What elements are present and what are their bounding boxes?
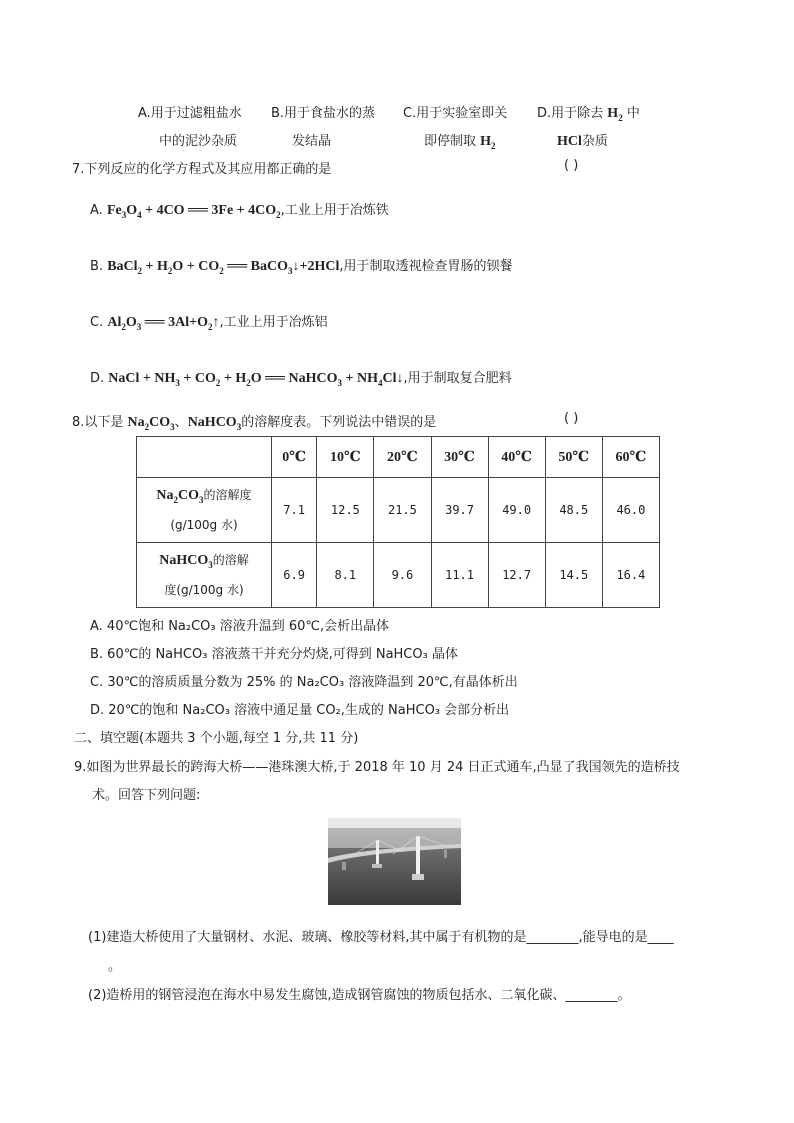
q9-sub1-line1: (1)建造大桥使用了大量钢材、水泥、玻璃、橡胶等材料,其中属于有机物的是________,能导电的是____ — [88, 930, 674, 945]
table-header-cell: 10℃ — [317, 437, 374, 478]
table-cell: 12.7 — [488, 543, 545, 608]
q6-option-a-line1: A.用于过滤粗盐水 — [138, 106, 242, 121]
q8-stem: 8.以下是 $Na_2CO_3$、NaHCO$_3$的溶解度表。下列说法中错误的是 — [72, 415, 437, 432]
table-corner — [137, 437, 272, 478]
q6-option-c-line2: 即停制取 $H_2$ — [424, 134, 496, 151]
q7-stem: 7.下列反应的化学方程式及其应用都正确的是 — [72, 162, 332, 177]
solubility-table — [136, 436, 660, 608]
table-header-cell: 50℃ — [545, 437, 602, 478]
q8-option-a: A. 40℃饱和 Na₂CO₃ 溶液升温到 60℃,会析出晶体 — [90, 619, 390, 634]
table-cell: 16.4 — [602, 543, 659, 608]
q6-option-d-line2: HCl杂质 — [557, 134, 608, 149]
table-header-cell: 60℃ — [602, 437, 659, 478]
q8-option-d: D. 20℃的饱和 Na₂CO₃ 溶液中通足量 CO₂,生成的 NaHCO₃ 会部分析出 — [90, 703, 510, 718]
table-header-cell: 40℃ — [488, 437, 545, 478]
bridge-photo-image — [328, 818, 461, 905]
table-header-cell: 20℃ — [374, 437, 431, 478]
q6-option-b-line1: B.用于食盐水的蒸 — [271, 106, 376, 121]
q7-option-b: B. BaCl$_2$ + $H_2O + CO_2$ ══ BaCO$_3$↓+2HCl,用于制取透视检查胃肠的钡餐 — [90, 259, 513, 276]
table-row — [137, 478, 660, 543]
table-cell: 6.9 — [272, 543, 317, 608]
q8-option-b: B. 60℃的 NaHCO₃ 溶液蒸干并充分灼烧,可得到 NaHCO₃ 晶体 — [90, 647, 458, 662]
q9-stem-line2: 术。回答下列问题: — [92, 788, 201, 803]
q9-sub2: (2)造桥用的钢管浸泡在海水中易发生腐蚀,造成钢管腐蚀的物质包括水、二氧化碳、________。 — [88, 988, 631, 1003]
table-cell: 9.6 — [374, 543, 431, 608]
table-cell: 11.1 — [431, 543, 488, 608]
q6-option-d-line1: D.用于除去 $H_2$ 中 — [537, 106, 640, 123]
q8-option-c: C. 30℃的溶质质量分数为 25% 的 Na₂CO₃ 溶液降温到 20℃,有晶体析出 — [90, 675, 518, 690]
q6-option-b-line2: 发结晶 — [292, 134, 332, 149]
table-cell: 46.0 — [602, 478, 659, 543]
table-cell: 49.0 — [488, 478, 545, 543]
table-cell: 14.5 — [545, 543, 602, 608]
q7-option-c: C. $Al_2O_3$ ══ $3Al+O_2↑$,工业上用于冶炼铝 — [90, 315, 328, 332]
table-header-row — [137, 437, 660, 478]
table-cell: 8.1 — [317, 543, 374, 608]
table-cell: 48.5 — [545, 478, 602, 543]
table-cell: 7.1 — [272, 478, 317, 543]
table-cell: 12.5 — [317, 478, 374, 543]
q7-option-a: A. $Fe_3O_4 + 4CO$ ══ $3Fe + 4CO_2$,工业上用于冶炼铁 — [90, 203, 389, 220]
table-cell: 21.5 — [374, 478, 431, 543]
q7-answer-blank: ( ) — [564, 158, 579, 173]
table-header-cell: 0℃ — [272, 437, 317, 478]
row-label-na2co3: $Na_2CO_3$的溶解度 (g/100g 水) — [137, 478, 272, 543]
bridge-photo — [328, 818, 461, 905]
row-label-nahco3: NaHCO$_3$的溶解 度(g/100g 水) — [137, 543, 272, 608]
q6-option-a-line2: 中的泥沙杂质 — [159, 134, 238, 149]
section-title: 二、填空题(本题共 3 个小题,每空 1 分,共 11 分) — [74, 731, 359, 746]
q7-option-d: D. NaCl + $NH_3 + CO_2 + H_2O$ ══ NaHCO$_3$ + $NH_4Cl↓$,用于制取复合肥料 — [90, 371, 512, 388]
table-row — [137, 543, 660, 608]
q9-sub1-line2: 。 — [108, 959, 122, 974]
q6-option-c-line1: C.用于实验室即关 — [403, 106, 508, 121]
table-header-cell: 30℃ — [431, 437, 488, 478]
q9-stem-line1: 9.如图为世界最长的跨海大桥——港珠澳大桥,于 2018 年 10 月 24 日正式通车,凸显了我国领先的造桥技 — [74, 760, 680, 775]
table-cell: 39.7 — [431, 478, 488, 543]
q8-answer-blank: ( ) — [564, 411, 579, 426]
